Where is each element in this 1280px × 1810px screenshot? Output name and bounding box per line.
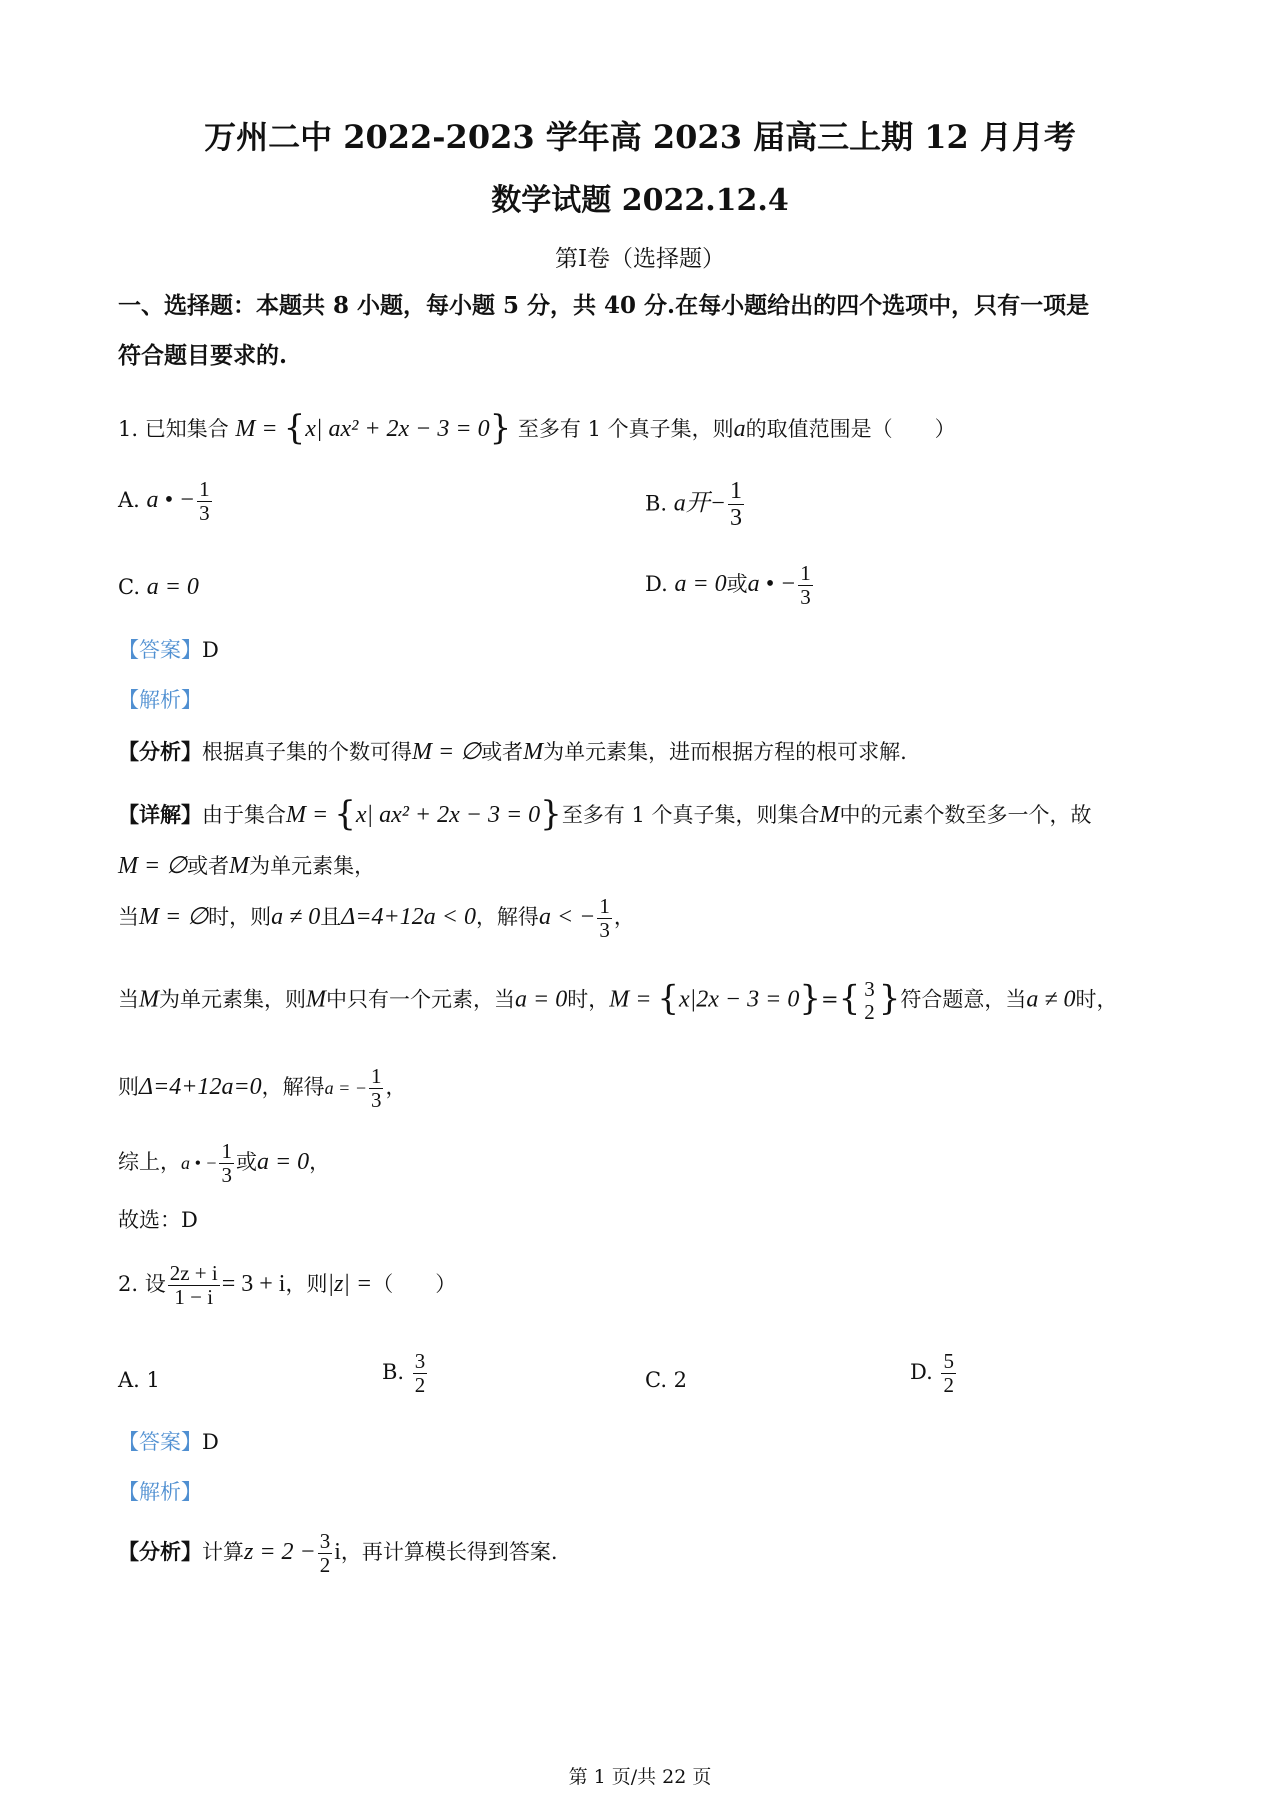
text: 计算 [202,1540,244,1565]
option-expr: a • − [146,487,196,514]
q1-option-a [118,478,214,525]
option-expr: a开− [673,490,726,517]
math: M = [286,802,335,828]
math: Δ=4+12a=0 [139,1074,262,1101]
q2-option-d [910,1350,958,1397]
text: 至多有 1 个真子集，则集合 [561,803,820,827]
math: M = ∅ [118,853,188,879]
q2-answer [118,1430,219,1455]
q1-mid-text: 至多有 1 个真子集，则 [517,417,734,441]
fenxi-tag: 【分析】 [118,739,202,764]
fraction-numerator: 1 [199,477,210,501]
fraction-numerator: 3 [319,1529,331,1553]
math: |z| = [327,1271,373,1298]
text: ， [309,1150,331,1175]
fraction-denominator: 2 [414,1373,426,1398]
fraction-numerator: 2z + i [169,1261,218,1285]
q2-number: 2. 设 [118,1272,166,1297]
page-footer: 第 1 页/共 22 页 [568,1766,712,1788]
q1-number: 1. 已知集合 [118,417,229,441]
fenxi-tag: 【分析】 [118,1539,202,1565]
math: M [523,739,544,765]
math: a ≠ 0 [271,904,321,931]
text: 或者 [481,740,524,764]
fraction-numerator: 1 [370,1064,382,1088]
text: = [820,987,839,1012]
text: 且 [320,905,342,930]
q1-detail-line4 [118,978,1118,1024]
answer-tag: 【答案】 [118,1430,202,1454]
text: 则 [118,1075,139,1100]
math: a ≠ 0 [1026,986,1076,1013]
option-label: D. [645,572,668,597]
option-expr: a = 0 [146,574,199,600]
math: M = [609,986,658,1013]
math: z = 2 − [244,1539,316,1566]
section-instructions-line1: 一、选择题：本题共 8 小题，每小题 5 分，共 40 分.在每小题给出的四个选项中，只有一项是 [118,292,1090,319]
text: 或者 [187,854,230,878]
text: 当 [118,905,139,930]
right-brace: } [878,978,901,1019]
text: 为单元素集，则 [159,987,306,1012]
fraction-denominator: 3 [800,585,811,610]
q1-set-name: M = [235,416,284,442]
math: a • − [181,1153,218,1174]
detail-tag: 【详解】 [118,802,202,827]
q1-answer [118,638,219,663]
fraction [862,978,877,1024]
q1-detail-line2 [118,852,375,881]
text: ，解得 [261,1075,325,1100]
text: 时，则 [208,905,272,930]
q1-option-c [118,574,199,601]
math: a = 0 [515,986,568,1013]
math: M = ∅ [139,904,209,931]
exam-subtitle: 数学试题 2022.12.4 [491,183,789,218]
fraction [197,478,212,525]
text: （ ） [372,1272,457,1297]
q1-fenxi [118,738,907,767]
text: 根据真子集的个数可得 [202,740,412,764]
q1-var: a [733,416,746,442]
fraction-denominator: 3 [221,1163,232,1188]
math: x| ax² + 2x − 3 = 0 [355,802,541,828]
right-brace: } [540,794,562,834]
q1-conclusion: 故选：D [118,1208,198,1232]
fraction-denominator: 2 [864,1000,875,1025]
option-expr: a = 0 [674,571,727,598]
text: 为单元素集，进而根据方程的根可求解. [543,740,907,764]
q1-analysis-tag: 【解析】 [118,688,202,712]
fraction-denominator: 3 [730,505,742,532]
q1-option-d [645,562,815,609]
answer-value: D [202,638,219,662]
option-label: C. [118,575,140,599]
q1-set-body: x| ax² + 2x − 3 = 0 [305,416,490,442]
fraction-numerator: 3 [864,977,875,1001]
text: 时， [1075,987,1118,1012]
q1-option-b [645,478,746,532]
fraction-denominator: 2 [319,1553,331,1578]
text: 为单元素集， [249,854,376,878]
text: 符合题意，当 [900,987,1027,1012]
left-brace: { [838,978,861,1019]
fraction [318,1530,333,1577]
math: a = 0 [256,1149,310,1176]
text: ，则 [285,1272,328,1297]
text: 或 [235,1150,257,1175]
fraction-denominator: 3 [370,1088,382,1113]
exam-title: 万州二中 2022-2023 学年高 2023 届高三上期 12 月月考 [204,118,1076,156]
math: M = ∅ [412,739,482,765]
q2-option-b [382,1350,429,1397]
text: ，再计算模长得到答案. [340,1540,558,1565]
volume-heading: 第Ⅰ卷（选择题） [554,246,726,272]
text: ， [613,905,635,930]
q1-detail-line3 [118,895,635,942]
option-label: A. [118,488,140,513]
fraction-numerator: 1 [599,894,610,918]
text: 时， [567,987,610,1012]
fraction [413,1350,428,1397]
fraction [369,1065,384,1112]
math: a = − [324,1078,367,1099]
fraction [597,895,612,942]
fraction [219,1140,234,1187]
answer-value: D [202,1430,219,1454]
math: i [334,1539,341,1566]
text: 当 [118,987,139,1012]
text: 中只有一个元素，当 [326,987,515,1012]
q2-analysis-tag: 【解析】 [118,1480,202,1504]
math: a < − [538,904,596,931]
fraction [798,562,813,609]
q1-detail-line5 [118,1065,406,1112]
question-1-stem [118,408,956,449]
right-brace: } [489,408,512,448]
option-or: 或 [726,572,748,597]
q2-option-a: A. 1 [118,1368,160,1392]
text: ，解得 [475,905,539,930]
fraction-numerator: 3 [414,1349,426,1373]
left-brace: { [283,408,306,448]
q2-fenxi [118,1530,558,1577]
section-instructions-line2: 符合题目要求的. [118,342,288,369]
math: M [819,802,840,828]
fraction-denominator: 3 [199,501,210,526]
q1-post-text: 的取值范围是（ ） [745,417,956,441]
math: M [229,853,250,879]
fraction [728,478,744,532]
fraction [941,1350,956,1397]
math: M [306,986,326,1013]
math: M [139,986,159,1013]
text: 中的元素个数至多一个，故 [839,803,1092,827]
fraction-numerator: 1 [730,478,742,504]
fraction-denominator: 2 [943,1373,954,1398]
math: x|2x − 3 = 0 [679,986,800,1013]
answer-tag: 【答案】 [118,638,202,662]
q2-option-c: C. 2 [645,1368,688,1392]
fraction-denominator: 1 − i [174,1285,214,1310]
fraction-numerator: 1 [221,1139,232,1163]
text: 综上， [118,1150,181,1175]
math: Δ=4+12a < 0 [341,904,476,931]
option-label: B. [645,491,668,516]
text: 由于集合 [202,803,286,827]
fraction-numerator: 5 [943,1349,954,1373]
fraction [168,1262,220,1309]
fraction-denominator: 3 [599,918,610,943]
option-label: B. [382,1360,405,1385]
math: = 3 + i [221,1271,286,1298]
question-2-stem [118,1262,456,1309]
text: ， [385,1075,407,1100]
q1-detail-line1 [118,794,1092,835]
q1-detail-line6 [118,1140,330,1187]
option-label: D. [910,1360,933,1385]
left-brace: { [334,794,356,834]
left-brace: { [657,978,680,1019]
option-expr: a • − [747,571,797,598]
right-brace: } [799,978,821,1019]
fraction-numerator: 1 [800,561,811,585]
